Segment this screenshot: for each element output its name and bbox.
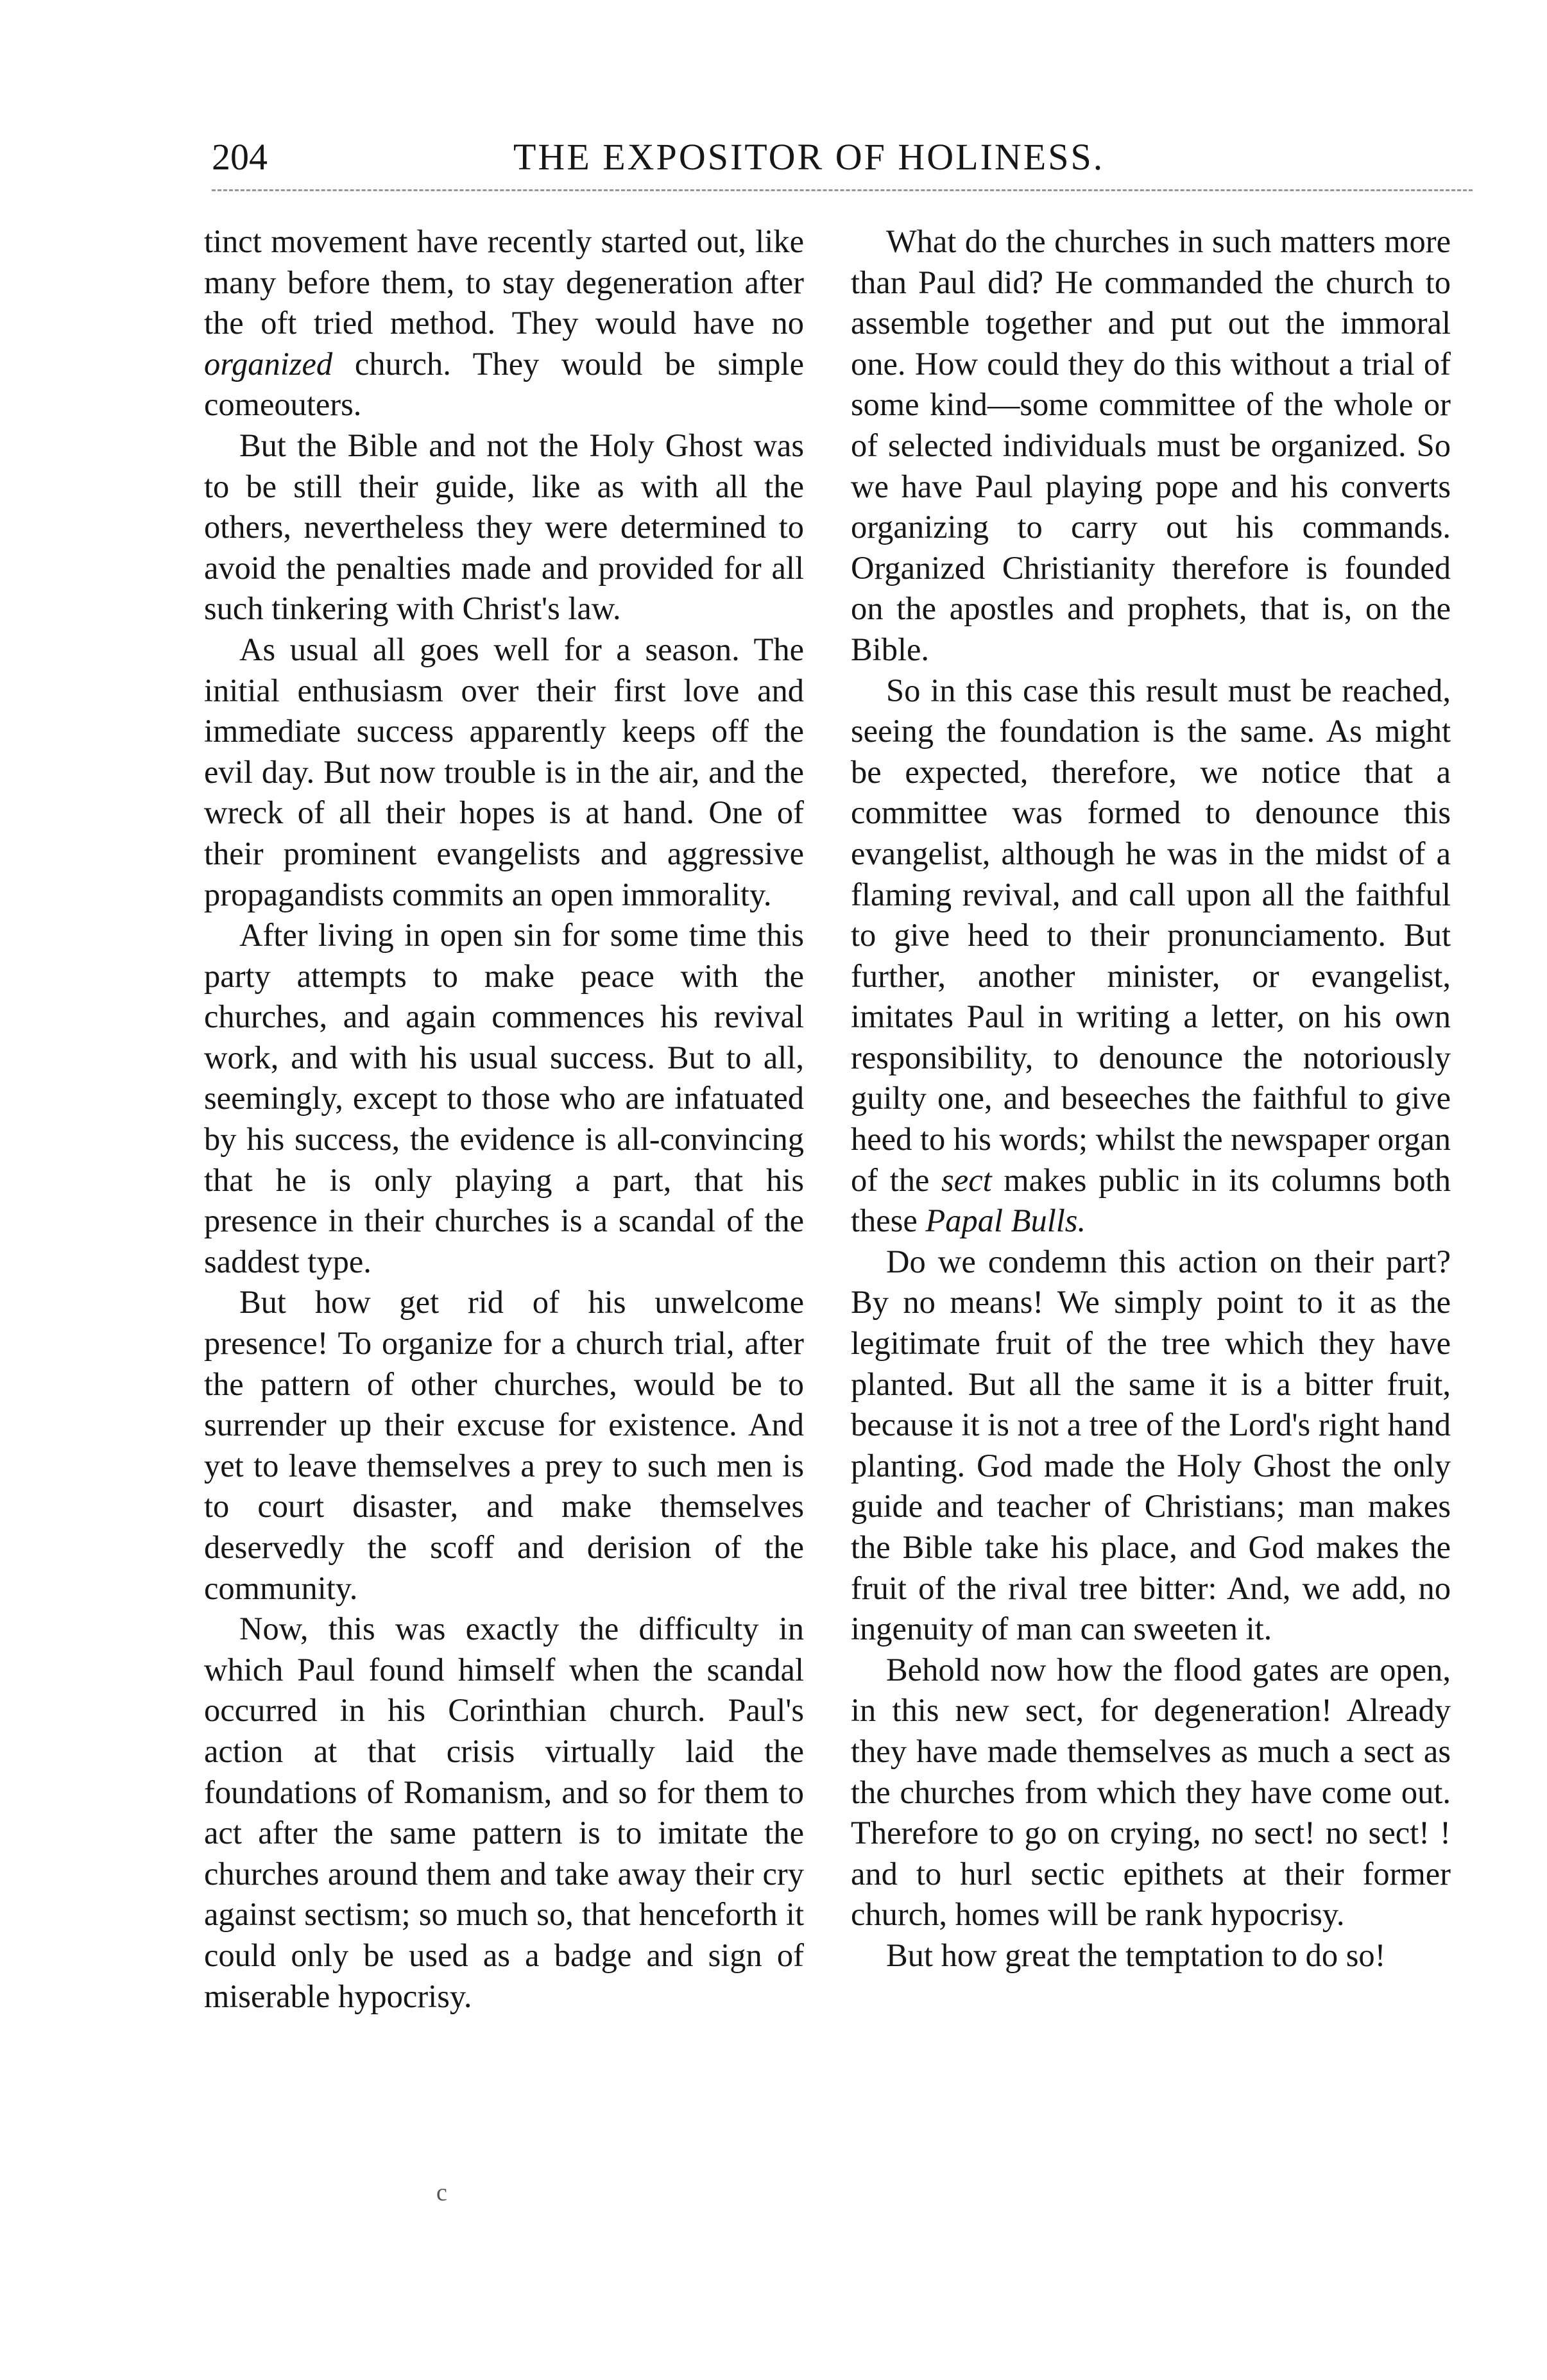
italic-text: organized [204, 345, 333, 382]
italic-text: sect [941, 1161, 992, 1198]
left-column [204, 221, 804, 2017]
italic-text: Papal Bulls. [925, 1203, 1086, 1239]
paragraph: Behold now how the flood gates are open, in this new sect, for degeneration! Already they have made themselves as much a sect as the churches from which they have come out. Therefore to go on crying, no sect! no sect! ! and to hurl sectic epithets at their former church, homes will be rank hypocrisy. [851, 1651, 1451, 1933]
paragraph: Now, this was exactly the difficulty in which Paul found himself when the scandal occurred in his Corinthian church. Paul's action at that crisis virtually laid the foundations of Romanism, and so for them to act after the same pattern is to imitate the churches around them and take away their cry against sectism; so much so, that henceforth it could only be used as a badge and sign of miserable hypocrisy. [204, 1611, 804, 2014]
header-rule [212, 189, 1473, 191]
paragraph [204, 221, 804, 425]
paragraph: After living in open sin for some time this party attempts to make peace with the churches, and again commences his revival work, and with his usual success. But to all, seemingly, except to those who are infatuated by his success, the evidence is all-convincing that he is only playing a part, that his presence in their churches is a scandal of the saddest type. [204, 917, 804, 1280]
right-column [851, 221, 1451, 1976]
paragraph-text: church. They would be simple comeouters. [204, 345, 804, 423]
page-number: 204 [212, 136, 268, 178]
paragraph-text: makes public in its columns both these [851, 1161, 1451, 1239]
footer-mark: c [436, 2179, 447, 2206]
paragraph-text: tinct movement have recently started out, like many before them, to stay degeneration after the oft tried method. They would have no [204, 223, 804, 341]
paragraph: As usual all goes well for a season. The initial enthusiasm over their first love and immediate success apparently keeps off the evil day. But now trouble is in the air, and the wreck of all their hopes is at hand. One of their prominent evangelists and aggressive propagandists commits an open immorality. [204, 631, 804, 912]
paragraph-text: So in this case this result must be reached, seeing the foundation is the same. As might be expected, therefore, we notice that a committee was formed to denounce this evangelist, although he was in the midst of a flaming revival, and call upon all the faithful to give heed to their pronunciamento. But further, another minister, or evangelist, imitates Paul in writing a letter, on his own responsibility, to denounce the notoriously guilty one, and beseeches the faithful to give heed to his words; whilst the newspaper organ of the [851, 672, 1451, 1198]
paragraph: But how get rid of his unwelcome presence! To organize for a church trial, after the pattern of other churches, would be to surrender up their excuse for existence. And yet to leave themselves a prey to such men is to court disaster, and make themselves deservedly the scoff and derision of the community. [204, 1284, 804, 1606]
paragraph: But the Bible and not the Holy Ghost was to be still their guide, like as with all the others, nevertheless they were determined to avoid the penalties made and provided for all such tinkering with Christ's law. [204, 427, 804, 627]
paragraph: Do we condemn this action on their part? By no means! We simply point to it as the legitimate fruit of the tree which they have planted. But all the same it is a bitter fruit, because it is not a tree of the Lord's right hand planting. God made the Holy Ghost the only guide and teacher of Christians; man makes the Bible take his place, and God makes the fruit of the rival tree bitter: And, we add, no ingenuity of man can sweeten it. [851, 1243, 1451, 1647]
running-title: THE EXPOSITOR OF HOLINESS. [513, 136, 1105, 178]
paragraph [851, 671, 1451, 1242]
paragraph: What do the churches in such matters more than Paul did? He commanded the church to assemble together and put out the immoral one. How could they do this without a trial of some kind—some committee of the whole or of selected individuals must be organized. So we have Paul playing pope and his converts organizing to carry out his commands. Organized Christianity therefore is founded on the apostles and prophets, that is, on the Bible. [851, 223, 1451, 667]
page-header [212, 132, 1473, 183]
paragraph: But how great the temptation to do so! [886, 1937, 1386, 1973]
